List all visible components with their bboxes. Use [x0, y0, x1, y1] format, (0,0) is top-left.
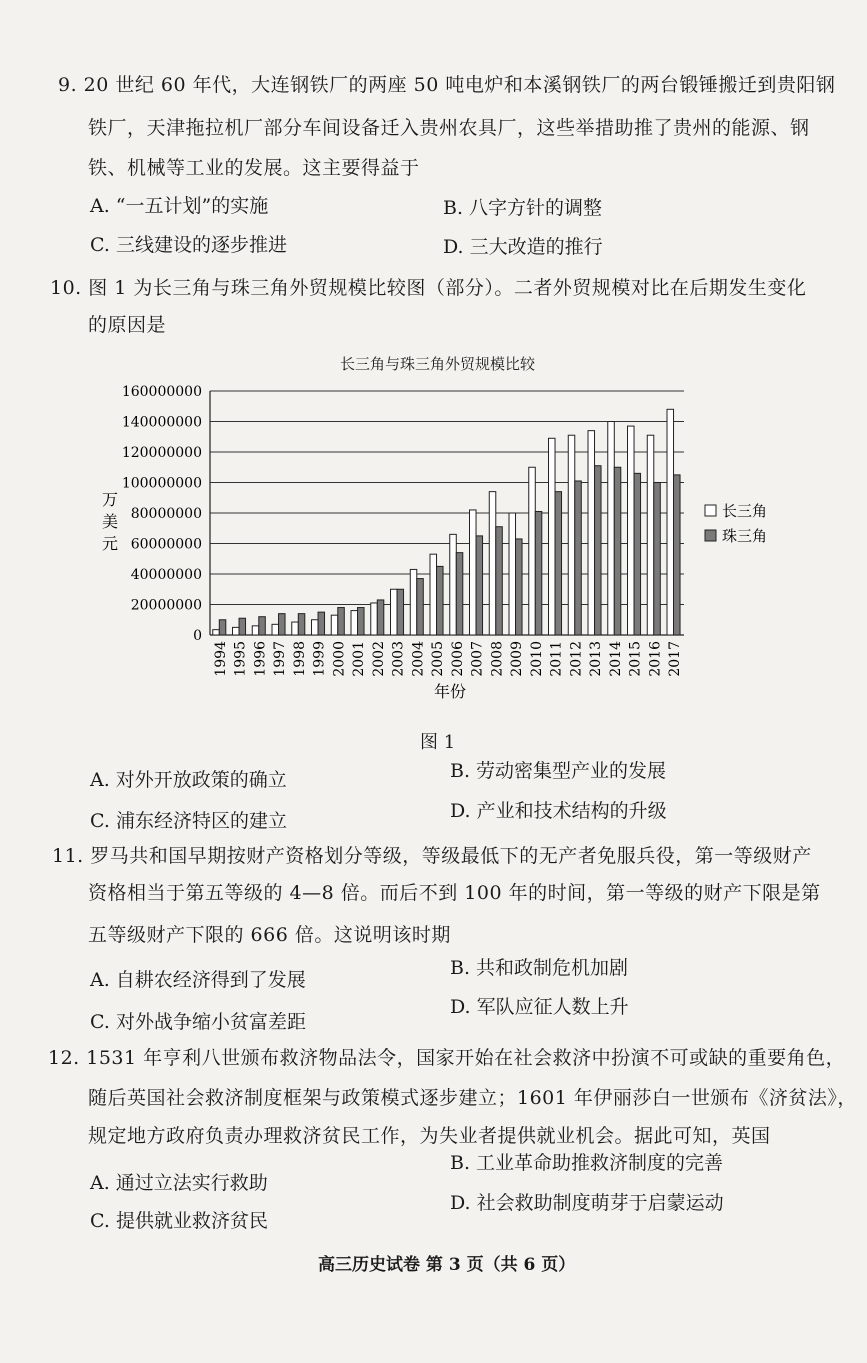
x-tick-label: 2004	[410, 641, 427, 677]
x-tick-label: 2007	[469, 641, 486, 677]
bar-pearl-2009	[516, 539, 523, 635]
bar-yangtze-2014	[608, 422, 615, 636]
bar-yangtze-2015	[628, 426, 635, 635]
x-tick-label: 2003	[390, 641, 407, 677]
x-tick-label: 2009	[509, 641, 526, 677]
bar-pearl-2017	[674, 475, 681, 635]
bar-pearl-2004	[417, 579, 424, 635]
y-tick-label: 60000000	[130, 536, 202, 553]
legend-label: 长三角	[722, 502, 768, 520]
page-footer: 高三历史试卷 第 3 页（共 6 页）	[318, 1255, 576, 1275]
bar-yangtze-1994	[213, 630, 220, 635]
bar-yangtze-2008	[489, 492, 496, 635]
x-tick-label: 2013	[588, 641, 605, 677]
chart-title: 长三角与珠三角外贸规模比较	[340, 355, 536, 373]
bar-yangtze-2011	[549, 438, 556, 635]
x-tick-label: 2014	[607, 641, 624, 677]
y-tick-label: 120000000	[121, 445, 202, 461]
chart-legend	[705, 502, 767, 545]
x-tick-label: 2015	[627, 641, 644, 677]
q9-line-1: 9. 20 世纪 60 年代，大连钢铁厂的两座 50 吨电炉和本溪钢铁厂的两台锻锤搬迁到贵阳钢	[58, 74, 836, 96]
chart-y-ticks	[122, 384, 202, 644]
q12-option-b: B. 工业革命助推救济制度的完善	[450, 1152, 724, 1174]
legend-label: 珠三角	[722, 527, 768, 545]
q9-line-3: 铁、机械等工业的发展。这主要得益于	[88, 157, 420, 179]
legend-swatch	[705, 505, 716, 516]
bar-yangtze-2007	[470, 510, 477, 635]
bar-yangtze-2004	[410, 569, 417, 635]
x-tick-label: 1994	[212, 641, 229, 677]
bar-pearl-2012	[575, 481, 582, 635]
bar-pearl-2015	[634, 473, 641, 635]
bar-yangtze-2010	[529, 467, 536, 635]
bar-pearl-1998	[298, 614, 305, 635]
q10-option-a: A. 对外开放政策的确立	[90, 769, 287, 791]
q10-line-1: 10. 图 1 为长三角与珠三角外贸规模比较图（部分）。二者外贸规模对比在后期发生变化	[50, 277, 807, 299]
q12-option-c: C. 提供就业救济贫民	[90, 1210, 268, 1232]
y-tick-label: 100000000	[121, 475, 202, 492]
y-tick-label: 80000000	[130, 506, 202, 522]
bar-yangtze-2009	[509, 513, 516, 635]
bar-yangtze-2003	[391, 589, 398, 635]
q11-line-3: 五等级财产下限的 666 倍。这说明该时期	[88, 924, 451, 946]
x-tick-label: 2001	[351, 641, 368, 677]
bar-yangtze-2000	[331, 615, 338, 635]
bar-yangtze-1995	[233, 627, 240, 635]
y-tick-label: 160000000	[121, 384, 202, 400]
q12-line-2: 随后英国社会救济制度框架与政策模式逐步建立；1601 年伊丽莎白一世颁布《济贫法》，	[88, 1087, 857, 1109]
q11-option-d: D. 军队应征人数上升	[450, 996, 629, 1018]
x-tick-label: 2011	[548, 641, 565, 677]
x-tick-label: 2008	[489, 641, 506, 677]
y-tick-label: 140000000	[121, 414, 202, 431]
x-tick-label: 2006	[449, 641, 466, 677]
x-tick-label: 1996	[252, 641, 269, 677]
bar-yangtze-2001	[351, 611, 358, 635]
bar-yangtze-2012	[568, 435, 575, 635]
q10-line-2: 的原因是	[88, 314, 167, 336]
bar-pearl-2000	[338, 608, 345, 635]
y-tick-label: 40000000	[130, 567, 202, 583]
bar-pearl-2002	[377, 600, 384, 635]
x-tick-label: 1999	[311, 641, 328, 677]
bar-pearl-2014	[614, 467, 621, 635]
bar-pearl-2001	[358, 608, 365, 635]
bar-yangtze-2013	[588, 431, 595, 635]
x-tick-label: 1998	[291, 641, 308, 677]
bar-pearl-2010	[535, 511, 542, 635]
bar-pearl-1996	[259, 617, 266, 635]
bar-yangtze-1999	[312, 620, 319, 635]
bar-pearl-1994	[219, 620, 226, 635]
q11-option-b: B. 共和政制危机加剧	[450, 957, 629, 979]
bar-yangtze-1998	[292, 622, 299, 635]
y-tick-label: 20000000	[130, 597, 202, 614]
bar-pearl-2007	[476, 536, 483, 635]
x-tick-label: 1997	[272, 641, 289, 677]
chart-x-ticks	[213, 641, 683, 677]
x-tick-label: 2017	[667, 641, 684, 677]
q9-line-2: 铁厂，天津拖拉机厂部分车间设备迁入贵州农具厂，这些举措助推了贵州的能源、钢	[88, 117, 810, 139]
bar-pearl-2011	[555, 492, 562, 635]
q10-option-d: D. 产业和技术结构的升级	[450, 800, 667, 822]
q10-option-c: C. 浦东经济特区的建立	[90, 810, 287, 832]
bar-pearl-2006	[456, 553, 463, 635]
x-tick-label: 2016	[647, 641, 664, 677]
y-tick-label: 0	[193, 628, 202, 644]
q11-line-2: 资格相当于第五等级的 4—8 倍。而后不到 100 年的时间，第一等级的财产下限是第	[88, 882, 821, 904]
bar-yangtze-1996	[252, 626, 259, 635]
bar-pearl-1999	[318, 612, 325, 635]
bar-pearl-1995	[239, 618, 246, 635]
bar-yangtze-2016	[647, 435, 654, 635]
chart-x-axis-label: 年份	[433, 682, 467, 701]
bar-yangtze-2002	[371, 603, 378, 635]
q12-line-3: 规定地方政府负责办理救济贫民工作，为失业者提供就业机会。据此可知，英国	[88, 1125, 771, 1147]
q9-option-d: D. 三大改造的推行	[443, 236, 603, 258]
y-axis-label-char: 万	[101, 490, 119, 509]
bar-yangtze-2006	[450, 534, 457, 635]
bar-yangtze-2017	[667, 409, 674, 635]
q12-line-1: 12. 1531 年亨利八世颁布救济物品法令，国家开始在社会救济中扮演不可或缺的重要角色，	[48, 1047, 846, 1069]
bar-pearl-2016	[654, 483, 661, 636]
x-tick-label: 1995	[232, 641, 249, 677]
legend-swatch	[705, 530, 716, 541]
bar-pearl-2008	[496, 527, 503, 635]
q12-option-d: D. 社会救助制度萌芽于启蒙运动	[450, 1192, 724, 1214]
q9-option-b: B. 八字方针的调整	[443, 197, 603, 219]
y-axis-label-char: 美	[101, 512, 119, 531]
q9-option-c: C. 三线建设的逐步推进	[90, 234, 287, 256]
bar-yangtze-1997	[272, 624, 279, 635]
q10-option-b: B. 劳动密集型产业的发展	[450, 760, 667, 782]
x-tick-label: 2005	[430, 641, 447, 677]
q11-line-1: 11. 罗马共和国早期按财产资格划分等级，等级最低下的无产者免服兵役，第一等级财产	[52, 845, 812, 867]
q12-option-a: A. 通过立法实行救助	[90, 1172, 268, 1194]
q11-option-c: C. 对外战争缩小贫富差距	[90, 1011, 306, 1033]
q9-option-a: A. “一五计划”的实施	[90, 195, 269, 217]
trade-chart	[0, 375, 867, 745]
x-tick-label: 2000	[331, 641, 348, 677]
x-tick-label: 2012	[568, 641, 585, 677]
x-tick-label: 2010	[528, 641, 545, 677]
figure-caption: 图 1	[420, 732, 456, 753]
bar-pearl-2005	[437, 566, 444, 635]
bar-yangtze-2005	[430, 554, 437, 635]
q11-option-a: A. 自耕农经济得到了发展	[90, 969, 306, 991]
bar-pearl-2013	[595, 466, 602, 635]
chart-y-axis-label	[102, 490, 118, 553]
bar-pearl-2003	[397, 589, 404, 635]
y-axis-label-char: 元	[101, 534, 119, 553]
chart-bars	[213, 409, 680, 635]
x-tick-label: 2002	[370, 641, 387, 677]
bar-pearl-1997	[279, 614, 286, 635]
